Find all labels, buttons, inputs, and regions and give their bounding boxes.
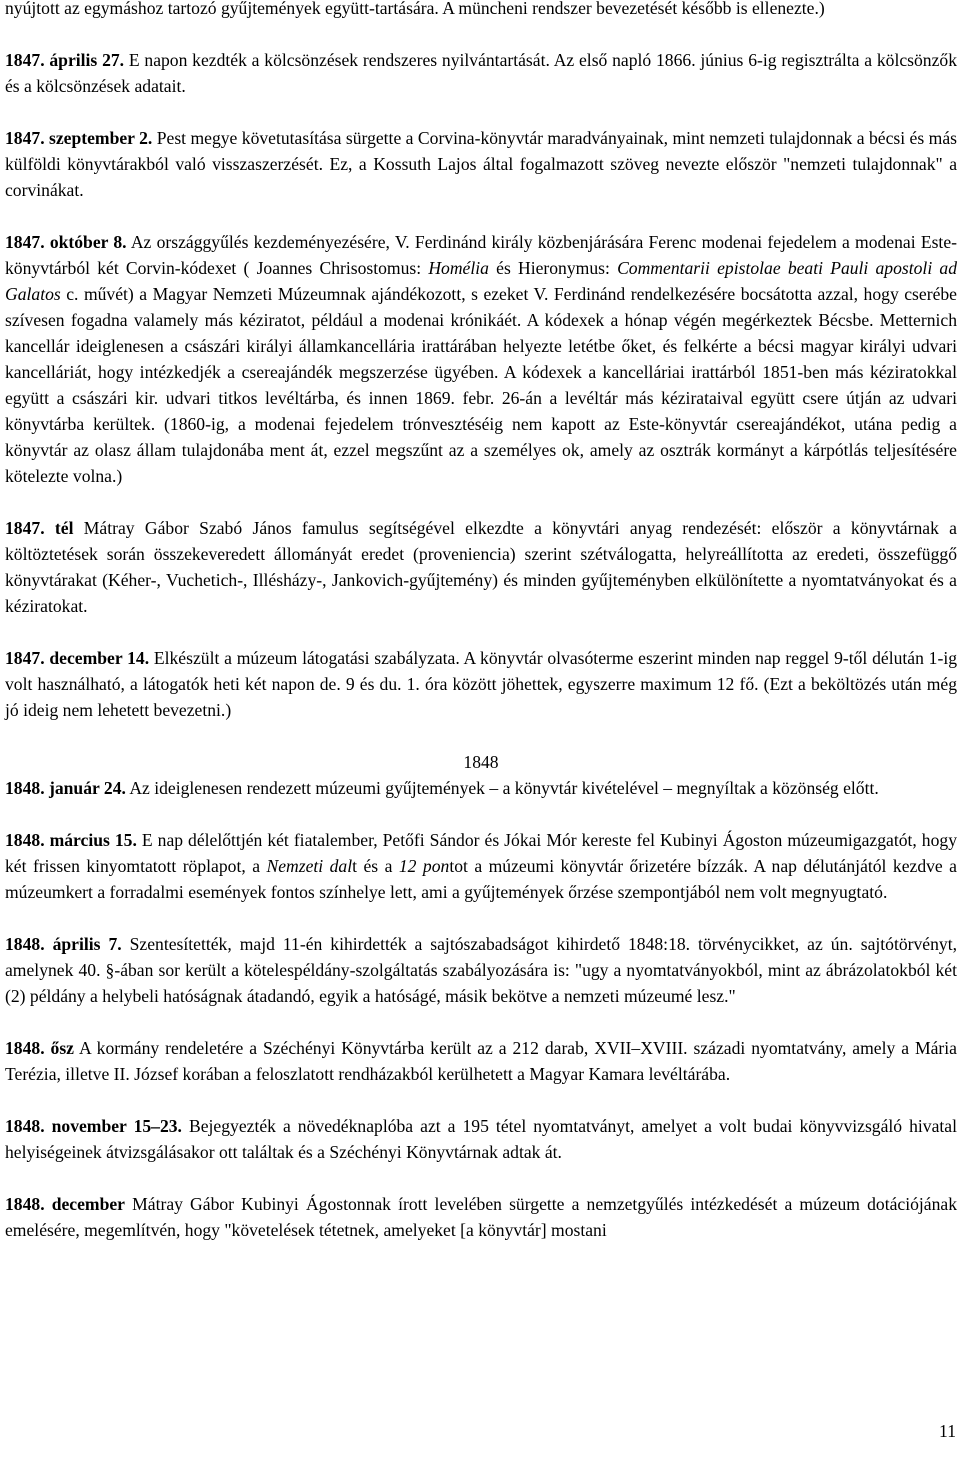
entry-date: 1847. tél <box>5 518 74 538</box>
spacer <box>5 1087 957 1113</box>
entry-date: 1848. ősz <box>5 1038 74 1058</box>
entry-text: Pest megye követutasítása sürgette a Corvina-könyvtár maradványainak, mint nemzeti tulajdonnak a bécsi és más külföldi könyvtárakból való visszaszerzését. Ez, a Kossuth Lajos által fogalmazott szöveg nevezte először "nemzeti tulajdonnak" a corvinákat. <box>5 128 957 200</box>
spacer <box>5 801 957 827</box>
spacer <box>5 1009 957 1035</box>
entry-1847-october-8 <box>5 229 957 489</box>
entry-date: 1848. március 15. <box>5 830 137 850</box>
entry-date: 1847. december 14. <box>5 648 150 668</box>
entry-text: Bejegyezték a növedéknaplóba azt a 195 tétel nyomtatványt, amelyet a volt budai könyvvizsgáló hivatal helyiségeinek átvizsgálásakor ott találtak és a Széchényi Könyvtárnak adtak át. <box>5 1116 957 1162</box>
spacer <box>5 1165 957 1191</box>
work-title: Commentarii epistolae beati Pauli apostoli ad Galatos <box>5 258 957 304</box>
entry-1847-september-2 <box>5 125 957 203</box>
spacer <box>5 723 957 749</box>
spacer <box>5 21 957 47</box>
entry-text: Mátray Gábor Kubinyi Ágostonnak írott levelében sürgette a nemzetgyűlés intézkedését a múzeum dotációjának emelésére, megemlítvén, hogy "követelések tétetnek, amelyeket [a könyvtár] mostani <box>5 1194 957 1240</box>
document-page <box>5 0 957 1243</box>
entry-date: 1847. szeptember 2. <box>5 128 153 148</box>
entry-1848-april-7 <box>5 931 957 1009</box>
work-title: Homélia <box>428 258 489 278</box>
entry-text: és Hieronymus: <box>496 258 610 278</box>
paragraph-continuation <box>5 0 957 21</box>
entry-1847-winter <box>5 515 957 619</box>
spacer <box>5 489 957 515</box>
entry-text: E napon kezdték a kölcsönzések rendszeres nyilvántartását. Az első napló 1866. június 6-ig regisztrálta a kölcsönzők és a kölcsönzések adatait. <box>5 50 957 96</box>
entry-date: 1847. október 8. <box>5 232 127 252</box>
entry-text: E nap délelőttjén két fiatalember, Petőfi Sándor és Jókai Mór kereste fel Kubinyi Ágoston múzeumigazgatót, hogy két frissen kinyomtatott röplapot, a <box>5 830 957 876</box>
work-title: 12 pon <box>398 856 450 876</box>
entry-1848-march-15 <box>5 827 957 905</box>
entry-date: 1848. november 15–23. <box>5 1116 182 1136</box>
spacer <box>5 99 957 125</box>
entry-date: 1848. december <box>5 1194 125 1214</box>
page-number: 11 <box>939 1421 956 1441</box>
entry-1848-autumn <box>5 1035 957 1087</box>
paragraph-text: nyújtott az egymáshoz tartozó gyűjtemények együtt-tartására. A müncheni rendszer bevezetését később is ellenezte.) <box>5 0 825 18</box>
entry-1848-november-15-23 <box>5 1113 957 1165</box>
entry-text: Az országgyűlés kezdeményezésére, V. Ferdinánd király közbenjárására Ferenc modenai fejedelem a modenai Este-könyvtárból két Corvin-kódexet ( Joannes Chrisostomus: <box>5 232 957 278</box>
entry-text: tot a múzeumi könyvtár őrizetére bízzák. A nap délutánjától kezdve a múzeumkert a forradalmi események fontos színhelye lett, ami a gyűjtemények őrzése szempontjából nem volt megnyugtató. <box>5 856 957 902</box>
entry-text: t és a <box>352 856 393 876</box>
entry-date: 1847. április 27. <box>5 50 125 70</box>
work-title: Nemzeti dal <box>266 856 353 876</box>
entry-text: Elkészült a múzeum látogatási szabályzata. A könyvtár olvasóterme eszerint minden nap reggel 9-től délután 1-ig volt használható, a látogatók heti két napon de. 9 és du. 1. óra között jöhettek, egyszerre maximum 12 fő. (Ezt a beköltözés után még jó ideig nem lehetett bevezetni.) <box>5 648 957 720</box>
entry-1848-january-24 <box>5 775 957 801</box>
spacer <box>5 203 957 229</box>
entry-1847-december-14 <box>5 645 957 723</box>
spacer <box>5 619 957 645</box>
spacer <box>5 905 957 931</box>
entry-date: 1848. január 24. <box>5 778 126 798</box>
entry-text: c. művét) a Magyar Nemzeti Múzeumnak ajándékozott, s ezeket V. Ferdinánd rendelkezésére bocsátotta azzal, hogy cserébe szívesen fogadna valamely más kéziratot, például a modenai krónikáét. A kódexek a hónap végén megérkeztek Bécsbe. Metternich kancellár ideiglenesen a császári királyi államkancellária irattárában helyezte letétbe őket, és felkérte a bécsi magyar királyi udvari kancelláriát, hogy intézkedjék a csereajándék megszerzése ügyében. A kódexek a kancelláriai irattárból 1851-ben más kéziratokkal együtt a császári kir. udvari titkos levéltárba, és innen 1869. febr. 26-án a levéltár más kézirataival együtt csere útján az udvari könyvtárba kerültek. (1860-ig, a modenai fejedelem trónvesztéséig nem kapott az Este-könyvtár csereajándékot, utána pedig a könyvtár az olasz állam tulajdonába ment át, ezzel megszűnt az a személyes ok, amely az osztrák kormányt a kárpótlás teljesítésére kötelezte volna.) <box>5 284 957 486</box>
entry-1848-december <box>5 1191 957 1243</box>
entry-text: Szentesítették, majd 11-én kihirdették a sajtószabadságot kihirdető 1848:18. törvénycikket, az ún. sajtótörvényt, amelynek 40. §-ában sor került a kötelespéldány-szolgáltatás szabályozására is: "ugy a nyomtatványokból, mint az ábrázolatokból két (2) példány a helybeli hatóságnak átadandó, egyik a hatóságé, másik bekötve a nemzeti múzeumé lesz." <box>5 934 957 1006</box>
entry-date: 1848. április 7. <box>5 934 122 954</box>
entry-1847-april-27 <box>5 47 957 99</box>
year-heading: 1848 <box>463 752 499 772</box>
entry-text: A kormány rendeletére a Széchényi Könyvtárba került az a 212 darab, XVII–XVIII. századi nyomtatvány, amely a Mária Terézia, illetve II. József korában a feloszlatott rendházakból kerülhetett a Magyar Kamara levéltárába. <box>5 1038 957 1084</box>
entry-text: Az ideiglenesen rendezett múzeumi gyűjtemények – a könyvtár kivételével – megnyíltak a közönség előtt. <box>129 778 879 798</box>
entry-text: Mátray Gábor Szabó János famulus segítségével elkezdte a könyvtári anyag rendezését: először a könyvtárnak a költöztetések során összekeveredett állományát eredet (proveniencia) szerint szétválogatta, helyreállította az eredeti, összefüggő könyvtárakat (Kéher-, Vuchetich-, Illésházy-, Jankovich-gyűjtemény) és minden gyűjteményben elkülönítette a nyomtatványokat és a kéziratokat. <box>5 518 957 616</box>
